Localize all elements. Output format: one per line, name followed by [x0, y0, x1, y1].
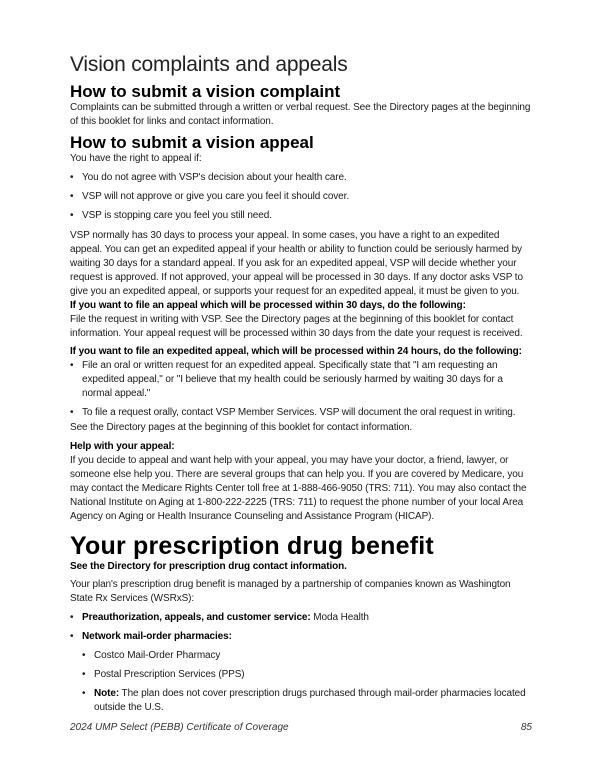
list-item: • To file a request orally, contact VSP Member Services. VSP will document the oral request in writing. — [70, 406, 532, 420]
list-item: • Costco Mail-Order Pharmacy — [82, 649, 532, 663]
rx-intro: Your plan's prescription drug benefit is managed by a partnership of companies known as Washington State Rx Services (WSRxS): — [70, 579, 511, 604]
rx-list — [70, 611, 532, 649]
expedited-list — [70, 359, 532, 420]
list-item — [82, 687, 532, 715]
appeal-heading: How to submit a vision appeal — [70, 133, 314, 152]
list-item: • VSP is stopping care you feel you still need. — [70, 209, 532, 223]
list-item: • Postal Prescription Services (PPS) — [82, 668, 532, 682]
expedited-appeal-heading: If you want to file an expedited appeal, which will be processed within 24 hours, do the following: — [70, 346, 522, 357]
complaint-text: Complaints can be submitted through a written or verbal request. See the Directory pages at the beginning of this booklet for links and contact information. — [70, 102, 531, 127]
page-number: 85 — [520, 722, 532, 733]
bullet-value: Moda Health — [310, 612, 369, 623]
appeal-intro: You have the right to appeal if: — [70, 153, 202, 164]
list-item — [70, 630, 532, 644]
note-text: The plan does not cover prescription drugs purchased through mail-order pharmacies located outside the U.S. — [94, 688, 526, 713]
appeal-paragraph: VSP normally has 30 days to process your appeal. In some cases, you have a right to an expedited appeal. You can get an expedited appeal if your health or ability to function could be seriously harmed by waiting 30 days for a standard appeal. If you ask for an expedited appeal, VSP will decide whether your request is approved. If not approved, your appeal will be processed in 30 days. If any doctor asks VSP to give you an expedited appeal, or supports your request for an expedited appeal, it must be given to you. — [70, 230, 523, 297]
standard-appeal-heading: If you want to file an appeal which will be processed within 30 days, do the following: — [70, 300, 466, 311]
list-item — [70, 611, 532, 625]
note-label: Note: — [94, 688, 120, 699]
section-title: Vision complaints and appeals — [70, 53, 348, 76]
list-item: • VSP will not approve or give you care you feel it should cover. — [70, 190, 532, 204]
list-item: • File an oral or written request for an expedited appeal. Specifically state that "I am requesting an expedited appeal," or "I believe that my health could be seriously harmed by waiting 30 days for a normal appeal." — [70, 359, 532, 401]
help-heading: Help with your appeal: — [70, 441, 175, 452]
rx-heading: Your prescription drug benefit — [70, 532, 434, 560]
footer-doc-title: 2024 UMP Select (PEBB) Certificate of Coverage — [70, 722, 289, 733]
bullet-label: Preauthorization, appeals, and customer service: — [82, 612, 311, 623]
standard-appeal-text: File the request in writing with VSP. See the Directory pages at the beginning of this booklet for contact information. Your appeal request will be processed within 30 days from the date your request is received. — [70, 314, 523, 339]
rx-subheading: See the Directory for prescription drug contact information. — [70, 561, 347, 572]
list-item: • You do not agree with VSP's decision about your health care. — [70, 171, 532, 185]
see-directory-text: See the Directory pages at the beginning of this booklet for contact information. — [70, 422, 413, 433]
help-text: If you decide to appeal and want help with your appeal, you may have your doctor, a friend, lawyer, or someone else help you. There are several groups that can help you. If you are covered by Medicare, you may contact the Medicare Rights Center toll free at 1-888-466-9050 (TRS: 711). You may also contact the National Institute on Aging at 1-800-222-2225 (TRS: 711) to request the phone number of your local Area Agency on Aging or Health Insurance Counseling and Assistance Program (HICAP). — [70, 455, 527, 522]
pharmacy-sublist — [70, 649, 532, 715]
bullet-label: Network mail-order pharmacies: — [82, 631, 232, 642]
page-footer — [70, 722, 532, 733]
complaint-heading: How to submit a vision complaint — [70, 82, 341, 101]
appeal-reasons-list — [70, 171, 532, 223]
